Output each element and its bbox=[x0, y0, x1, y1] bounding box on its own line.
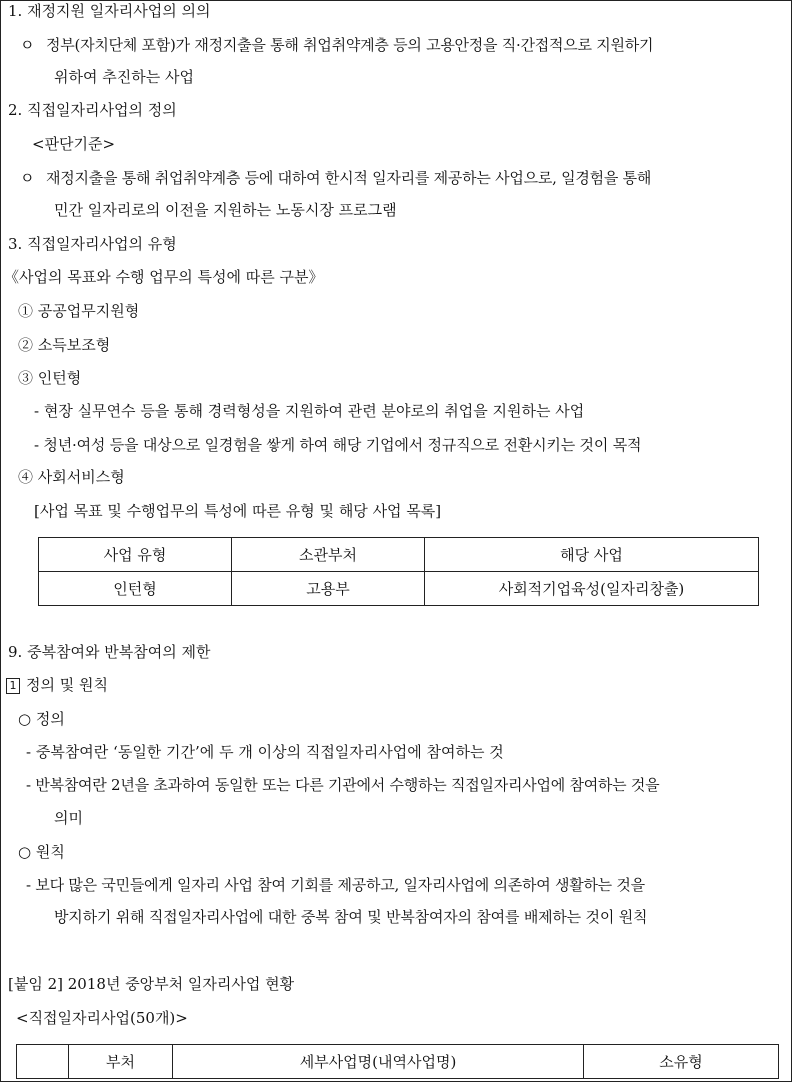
section-3-subheading: 《사업의 목표와 수행 업무의 특성에 따른 구분》 bbox=[4, 268, 324, 286]
type-item-1: ① 공공업무지원형 bbox=[18, 302, 140, 320]
s2-bullet: ㅇ bbox=[20, 169, 35, 187]
attachment-header-cell: 부처 bbox=[69, 1045, 173, 1079]
attachment-header-cell bbox=[17, 1045, 69, 1079]
section-1-heading: 1. 재정지원 일자리사업의 의의 bbox=[8, 2, 211, 20]
attachment-subtitle: <직접일자리사업(50개)> bbox=[16, 1009, 188, 1027]
intern-detail-1: - 현장 실무연수 등을 통해 경력형성을 지원하여 관련 분야로의 취업을 지원하는 사업 bbox=[34, 402, 585, 420]
type-item-4: ④ 사회서비스형 bbox=[18, 468, 125, 486]
type-table-header-cell: 소관부처 bbox=[232, 538, 425, 572]
s2-line2: 민간 일자리로의 이전을 지원하는 노동시장 프로그램 bbox=[54, 201, 397, 219]
attachment-table-header-row bbox=[17, 1045, 779, 1079]
table-cell: 고용부 bbox=[232, 572, 425, 606]
s2-line1: 재정지출을 통해 취업취약계층 등에 대하여 한시적 일자리를 제공하는 사업으로, 일경험을 통해 bbox=[46, 169, 652, 187]
attachment-table bbox=[16, 1044, 779, 1079]
def-item-1: - 중복참여란 ‘동일한 기간’에 두 개 이상의 직접일자리사업에 참여하는 것 bbox=[26, 743, 504, 761]
def-item-2: - 반복참여란 2년을 초과하여 동일한 또는 다른 기관에서 수행하는 직접일자리사업에 참여하는 것을 bbox=[26, 776, 660, 794]
def-item-2-cont: 의미 bbox=[54, 809, 83, 827]
intern-detail-2: - 청년·여성 등을 대상으로 일경험을 쌓게 하여 해당 기업에서 정규직으로 전환시키는 것이 목적 bbox=[34, 436, 642, 454]
principle-label: ○ 원칙 bbox=[18, 843, 65, 861]
definition-principle-label: 정의 및 원칙 bbox=[26, 676, 108, 694]
type-item-3: ③ 인턴형 bbox=[18, 369, 82, 387]
section-9-heading: 9. 중복참여와 반복참여의 제한 bbox=[8, 643, 211, 661]
definition-label: ○ 정의 bbox=[18, 710, 65, 728]
type-table bbox=[38, 537, 759, 606]
principle-line-2: 방지하기 위해 직접일자리사업에 대한 중복 참여 및 반복참여자의 참여를 배제하는 것이 원칙 bbox=[54, 908, 648, 926]
table-row bbox=[39, 572, 759, 606]
s1-line1: 정부(자치단체 포함)가 재정지출을 통해 취업취약계층 등의 고용안정을 직·간접적으로 지원하기 bbox=[46, 36, 654, 54]
principle-line-1: - 보다 많은 국민들에게 일자리 사업 참여 기회를 제공하고, 일자리사업에 의존하여 생활하는 것을 bbox=[26, 876, 645, 894]
type-table-header-cell: 사업 유형 bbox=[39, 538, 232, 572]
criteria-label: <판단기준> bbox=[32, 135, 116, 153]
type-item-2: ② 소득보조형 bbox=[18, 336, 111, 354]
attachment-title: [붙임 2] 2018년 중앙부처 일자리사업 현황 bbox=[8, 975, 295, 993]
type-table-header-row bbox=[39, 538, 759, 572]
attachment-header-cell: 소유형 bbox=[584, 1045, 779, 1079]
s1-bullet: ㅇ bbox=[20, 36, 35, 54]
table-caption: [사업 목표 및 수행업무의 특성에 따른 유형 및 해당 사업 목록] bbox=[34, 502, 442, 520]
section-3-heading: 3. 직접일자리사업의 유형 bbox=[8, 235, 177, 253]
type-table-header-cell: 해당 사업 bbox=[425, 538, 759, 572]
boxed-number: 1 bbox=[6, 678, 20, 694]
attachment-header-cell: 세부사업명(내역사업명) bbox=[173, 1045, 584, 1079]
s1-line2: 위하여 추진하는 사업 bbox=[54, 68, 194, 86]
section-2-heading: 2. 직접일자리사업의 정의 bbox=[8, 101, 177, 119]
table-cell: 인턴형 bbox=[39, 572, 232, 606]
definition-principle-heading bbox=[6, 675, 108, 695]
table-cell: 사회적기업육성(일자리창출) bbox=[425, 572, 759, 606]
